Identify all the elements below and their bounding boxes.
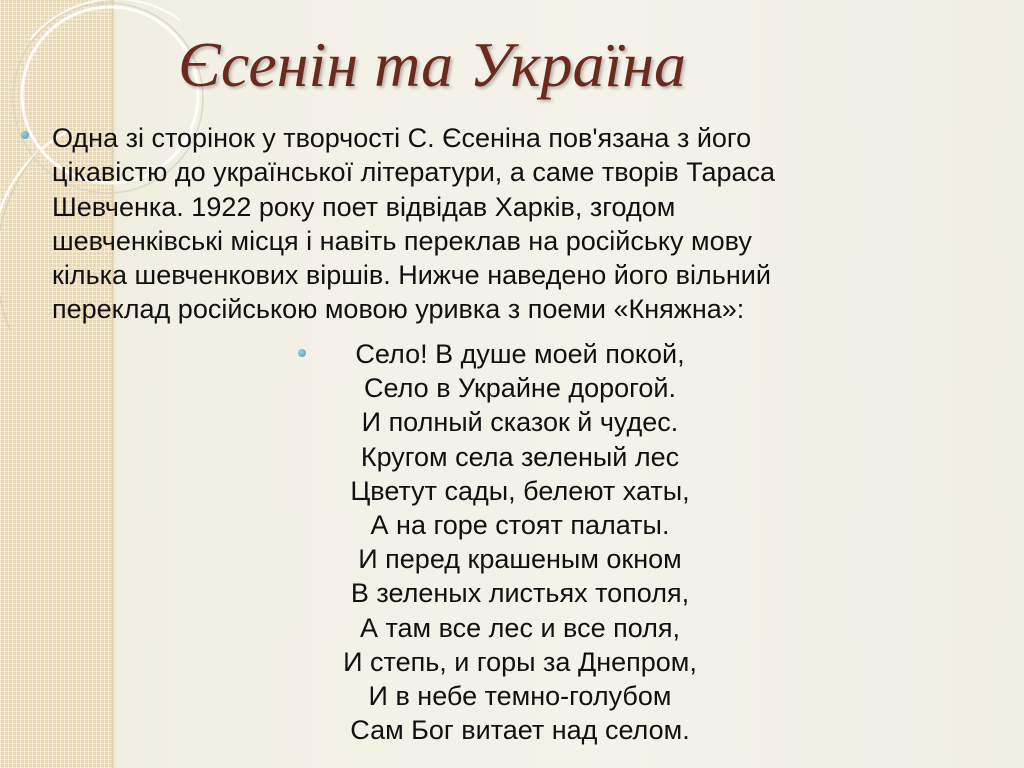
- paragraph-line: кілька шевченкових віршів. Нижче наведено його вільний: [52, 260, 771, 291]
- poem-line: А там все лес и все поля,: [359, 612, 681, 643]
- poem-line: И в небе темно-голубом: [368, 681, 672, 712]
- poem-line: И перед крашеным окном: [358, 544, 682, 575]
- poem-line: Цветут сады, белеют хаты,: [350, 475, 690, 506]
- paragraph-line: Одна зі сторінок у творчості С. Єсеніна пов'язана з його: [52, 123, 752, 153]
- poem-line: И степь, и горы за Днепром,: [343, 646, 697, 677]
- poem-line: Сам Бог витает над селом.: [350, 715, 690, 746]
- paragraph-line: переклад російською мовою уривка з поеми «Княжна»:: [52, 294, 745, 325]
- poem-block: [300, 337, 740, 747]
- poem-line: В зеленых листьях тополя,: [350, 578, 690, 609]
- bullet-icon: [21, 131, 29, 139]
- poem-line: Кругом села зеленый лес: [360, 441, 680, 472]
- paragraph-line: Шевченка. 1922 року поет відвідав Харків, згодом: [52, 191, 676, 222]
- poem-line: И полный сказок й чудес.: [361, 407, 679, 438]
- slide-title: Єсенін та Україна: [178, 29, 686, 100]
- paragraph-line: шевченківські місця і навіть переклав на російську мову: [52, 225, 752, 256]
- poem-line: А на горе стоят палаты.: [370, 510, 670, 541]
- intro-paragraph: [52, 121, 972, 327]
- poem-line: Село! В душе моей покой,: [355, 339, 685, 369]
- poem-line: Село в Украйне дорогой.: [364, 373, 676, 404]
- paragraph-line: цікавістю до української літератури, а саме творів Тараса: [52, 157, 776, 188]
